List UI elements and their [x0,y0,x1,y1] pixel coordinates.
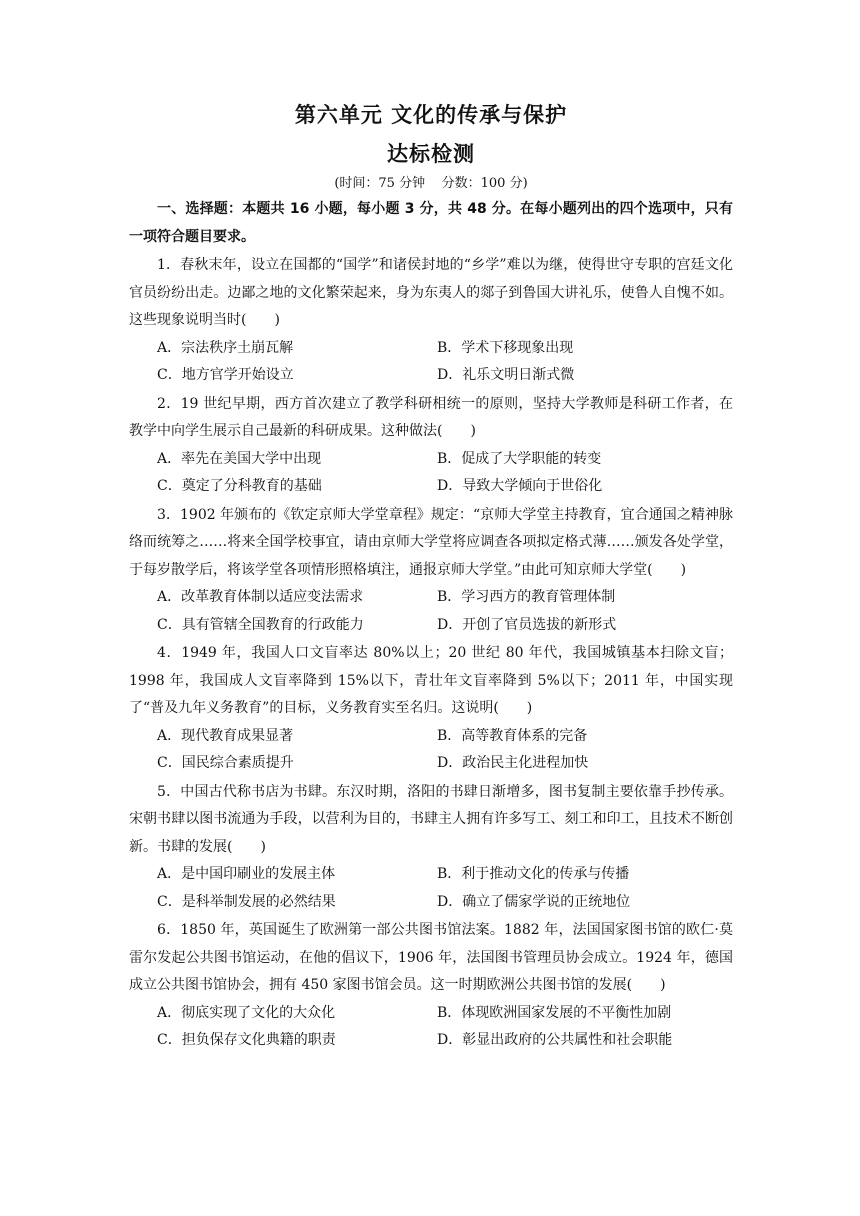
option-a: A．宗法秩序土崩瓦解 [157,339,294,356]
question-options [129,446,733,501]
page-subtitle: 达标检测 [387,142,475,166]
question-6 [129,917,733,1055]
question-stem: 5．中国古代称书店为书肆。东汉时期，洛阳的书肆日渐增多，图书复制主要依靠手抄传承。宋朝书肆以图书流通为手段，以营利为目的，书肆主人拥有许多写工、刻工和印工，且技术不断创新。书肆的发展( ) [129,783,733,855]
option-a: A．改革教育体制以适应变法需求 [157,589,364,605]
page-title: 第六单元 文化的传承与保护 [294,103,568,127]
exam-meta: (时间：75 分钟 分数：100 分) [334,176,528,191]
option-b: B．促成了大学职能的转变 [437,450,602,467]
option-c: C．国民综合素质提升 [157,755,294,771]
option-a: A．是中国印刷业的发展主体 [157,866,336,882]
option-b: B．利于推动文化的传承与传播 [437,866,630,882]
question-1 [129,252,733,390]
option-d: D．政治民主化进程加快 [437,755,589,771]
question-options [129,584,733,639]
option-b: B．高等教育体系的完备 [437,727,588,744]
question-stem: 4．1949 年，我国人口文盲率达 80%以上；20 世纪 80 年代，我国城镇基本扫除文盲；1998 年，我国成人文盲率降到 15%以下，青壮年文盲率降到 5%以下；2011 年，中国实现了“普及九年义务教育”的目标，义务教育实至名归。这说明( ) [129,645,733,716]
option-a: A．彻底实现了文化的大众化 [157,1004,336,1021]
option-b: B．学术下移现象出现 [437,339,574,356]
option-d: D．彰显出政府的公共属性和社会职能 [437,1032,673,1048]
option-d: D．开创了官员选拔的新形式 [437,616,617,633]
option-b: B．体现欧洲国家发展的不平衡性加剧 [437,1004,672,1021]
question-stem: 3．1902 年颁布的《钦定京师大学堂章程》规定：“京师大学堂主持教育，宜合通国之精神脉络而统筹之……将来全国学校事宜，请由京师大学堂将应调查各项拟定格式薄……颁发各处学堂，于每岁散学后，将该学堂各项情形照格填注，通报京师大学堂。”由此可知京师大学堂( ) [129,506,733,578]
question-options [129,1000,733,1055]
question-5 [129,779,733,917]
section-heading: 一、选择题：本题共 16 小题，每小题 3 分，共 48 分。在每小题列出的四个选项中，只有一项符合题目要求。 [129,201,733,245]
exam-page [129,100,733,1055]
question-stem: 2．19 世纪早期，西方首次建立了教学科研相统一的原则，坚持大学教师是科研工作者，在教学中向学生展示自己最新的科研成果。这种做法( ) [129,395,733,439]
option-d: D．确立了儒家学说的正统地位 [437,893,631,910]
question-stem: 1．春秋末年，设立在国都的“国学”和诸侯封地的“乡学”难以为继，使得世守专职的宫廷文化官员纷纷出走。边鄙之地的文化繁荣起来，身为东夷人的郯子到鲁国大讲礼乐，使鲁人自愧不如。这些现象说明当时( ) [129,257,733,328]
question-2 [129,391,733,501]
question-4 [129,640,733,778]
question-options [129,335,733,390]
option-d: D．导致大学倾向于世俗化 [437,478,603,494]
option-c: C．具有管辖全国教育的行政能力 [157,616,364,633]
option-b: B．学习西方的教育管理体制 [437,589,616,605]
option-c: C．担负保存文化典籍的职责 [157,1032,336,1048]
option-c: C．奠定了分科教育的基础 [157,478,322,494]
option-c: C．地方官学开始设立 [157,367,294,383]
question-stem: 6．1850 年，英国诞生了欧洲第一部公共图书馆法案。1882 年，法国国家图书馆的欧仁·莫雷尔发起公共图书馆运动，在他的倡议下，1906 年，法国图书管理员协会成立。1924 年，德国成立公共图书馆协会，拥有 450 家图书馆会员。这一时期欧洲公共图书馆的发展( ) [129,922,733,993]
question-options [129,723,733,778]
option-a: A．率先在美国大学中出现 [157,450,322,467]
option-a: A．现代教育成果显著 [157,727,294,744]
question-3 [129,502,733,640]
question-options [129,861,733,916]
option-c: C．是科举制发展的必然结果 [157,893,336,910]
option-d: D．礼乐文明日渐式微 [437,367,575,383]
